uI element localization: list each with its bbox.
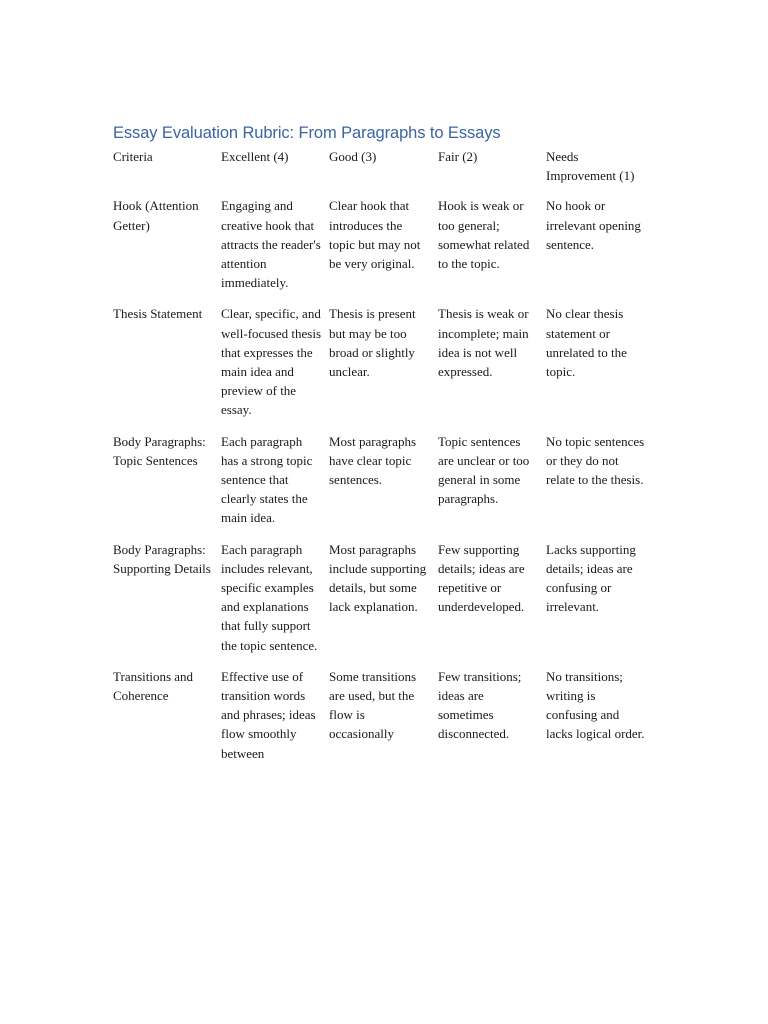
criteria-cell: Body Paragraphs: Topic Sentences [113, 433, 206, 468]
good-cell: Most paragraphs include supporting details, but some lack explanation. [329, 541, 427, 615]
header-needs-improvement: Needs Improvement (1) [546, 149, 635, 184]
excellent-cell: Clear, specific, and well-focused thesis that expresses the main idea and preview of the essay. [221, 306, 322, 418]
fair-cell: Topic sentences are unclear or too general in some paragraphs. [438, 433, 530, 507]
table-row [109, 667, 653, 775]
fair-cell: Few transitions; ideas are sometimes disconnected. [438, 668, 522, 742]
fair-cell: Hook is weak or too general; somewhat related to the topic. [438, 198, 530, 272]
needs-improvement-cell: No hook or irrelevant opening sentence. [546, 198, 641, 252]
header-criteria: Criteria [113, 149, 153, 164]
document-title: Essay Evaluation Rubric: From Paragraphs to Essays [113, 124, 501, 142]
table-row [109, 304, 653, 431]
good-cell: Most paragraphs have clear topic sentences. [329, 433, 417, 488]
header-fair: Fair (2) [438, 149, 478, 164]
fair-cell: Thesis is weak or incomplete; main idea is not well expressed. [438, 306, 529, 380]
table-header-row [109, 147, 653, 196]
table-row [109, 196, 653, 304]
criteria-cell: Hook (Attention Getter) [113, 198, 199, 233]
good-cell: Thesis is present but may be too broad or slightly unclear. [329, 306, 416, 380]
header-excellent: Excellent (4) [221, 149, 289, 164]
excellent-cell: Each paragraph includes relevant, specific examples and explanations that fully support the topic sentence. [221, 541, 318, 653]
table-row [109, 432, 653, 540]
header-good: Good (3) [329, 149, 377, 164]
criteria-cell: Transitions and Coherence [113, 668, 194, 704]
fair-cell: Few supporting details; ideas are repetitive or underdeveloped. [438, 541, 525, 615]
needs-improvement-cell: No transitions; writing is confusing and lacks logical order. [546, 668, 645, 742]
rubric-table [109, 147, 653, 775]
needs-improvement-cell: Lacks supporting details; ideas are confusing or irrelevant. [546, 541, 636, 615]
needs-improvement-cell: No topic sentences or they do not relate to the thesis. [546, 433, 645, 488]
good-cell: Clear hook that introduces the topic but may not be very original. [329, 198, 421, 272]
excellent-cell: Each paragraph has a strong topic sentence that clearly states the main idea. [221, 433, 313, 526]
criteria-cell: Body Paragraphs: Supporting Details [113, 541, 211, 576]
needs-improvement-cell: No clear thesis statement or unrelated to the topic. [546, 306, 627, 380]
table-row [109, 540, 653, 667]
excellent-cell: Effective use of transition words and phrases; ideas flow smoothly between [221, 668, 316, 761]
good-cell: Some transitions are used, but the flow is occasionally [329, 668, 417, 742]
excellent-cell: Engaging and creative hook that attracts the reader's attention immediately. [221, 198, 321, 291]
criteria-cell: Thesis Statement [113, 306, 203, 322]
